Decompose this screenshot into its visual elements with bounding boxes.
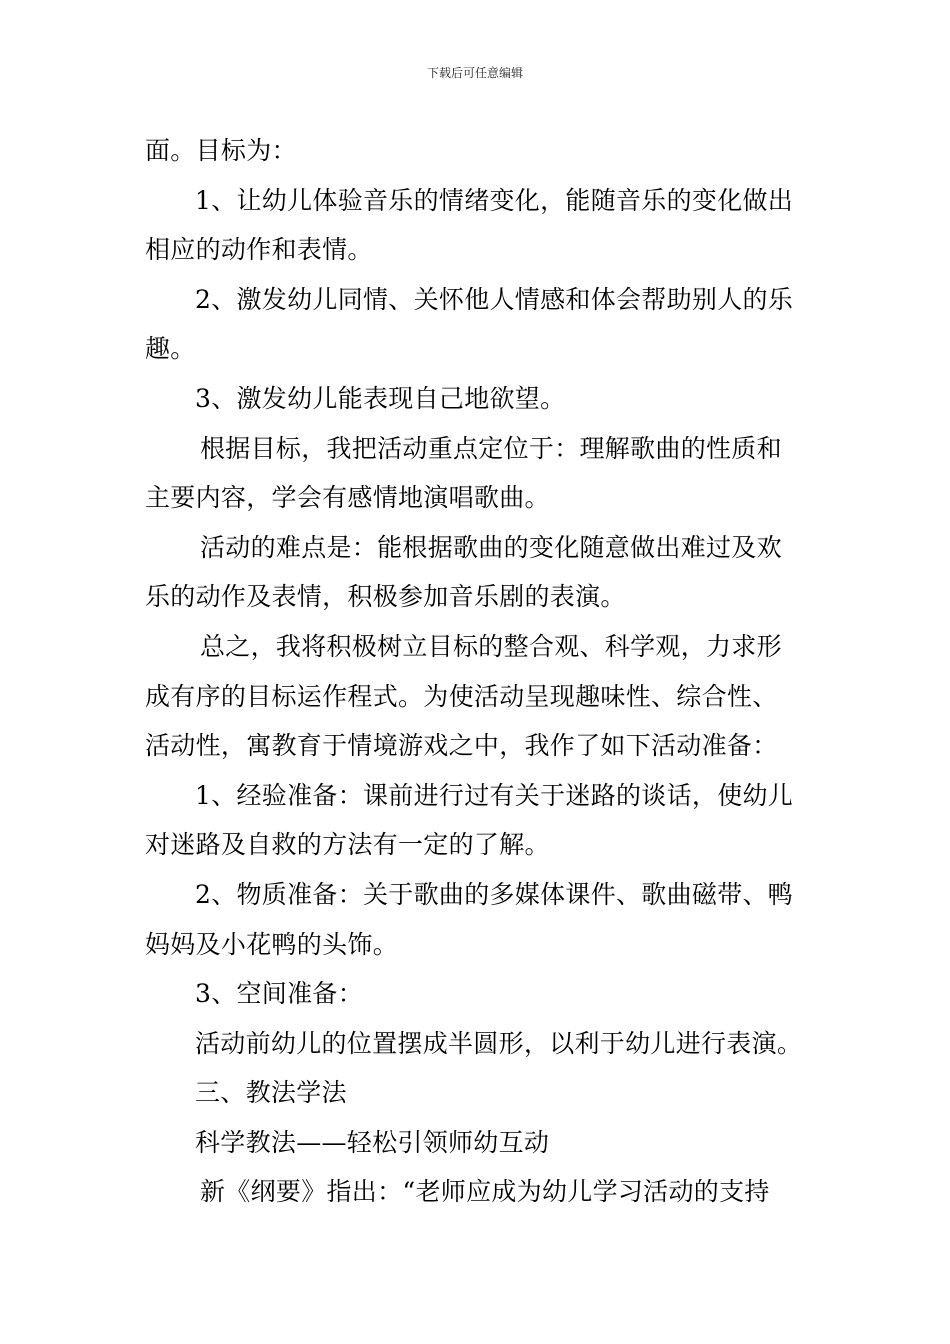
text-line: 面。目标为： [145,136,297,165]
text-line: 2、物质准备：关于歌曲的多媒体课件、歌曲磁带、鸭 [195,879,794,909]
text-line: 对迷路及自救的方法有一定的了解。 [145,830,550,860]
text-line: 活动的难点是：能根据歌曲的变化随意做出难过及欢 [200,532,782,562]
text-line: 根据目标，我把活动重点定位于：理解歌曲的性质和 [200,433,782,463]
document-body [145,126,807,1217]
text-line: 总之，我将积极树立目标的整合观、科学观，力求形 [200,631,782,661]
text-line: 活动前幼儿的位置摆成半圆形，以利于幼儿进行表演。 [195,1028,803,1058]
text-line: 1、让幼儿体验音乐的情绪变化，能随音乐的变化做出 [195,185,794,215]
text-line: 成有序的目标运作程式。为使活动呈现趣味性、综合性、 [145,681,778,711]
text-line: 1、经验准备：课前进行过有关于迷路的谈话，使幼儿 [195,780,794,810]
text-line: 2、激发幼儿同情、关怀他人情感和体会帮助别人的乐 [195,284,794,314]
text-line: 新《纲要》指出：“老师应成为幼儿学习活动的支持 [200,1177,770,1207]
text-line: 妈妈及小花鸭的头饰。 [145,929,399,959]
text-line: 活动性，寓教育于情境游戏之中，我作了如下活动准备： [145,731,778,761]
subsection-heading: 科学教法——轻松引领师幼互动 [195,1127,550,1157]
page-header: 下载后可任意编辑 [426,66,523,80]
text-line: 3、激发幼儿能表现自己地欲望。 [195,383,566,413]
text-line: 3、空间准备： [195,979,364,1009]
text-line: 主要内容，学会有感情地演唱歌曲。 [145,483,550,513]
section-heading: 三、教法学法 [195,1078,347,1108]
text-line: 趣。 [145,334,196,364]
text-line: 乐的动作及表情，积极参加音乐剧的表演。 [145,582,626,612]
text-line: 相应的动作和表情。 [145,235,373,265]
